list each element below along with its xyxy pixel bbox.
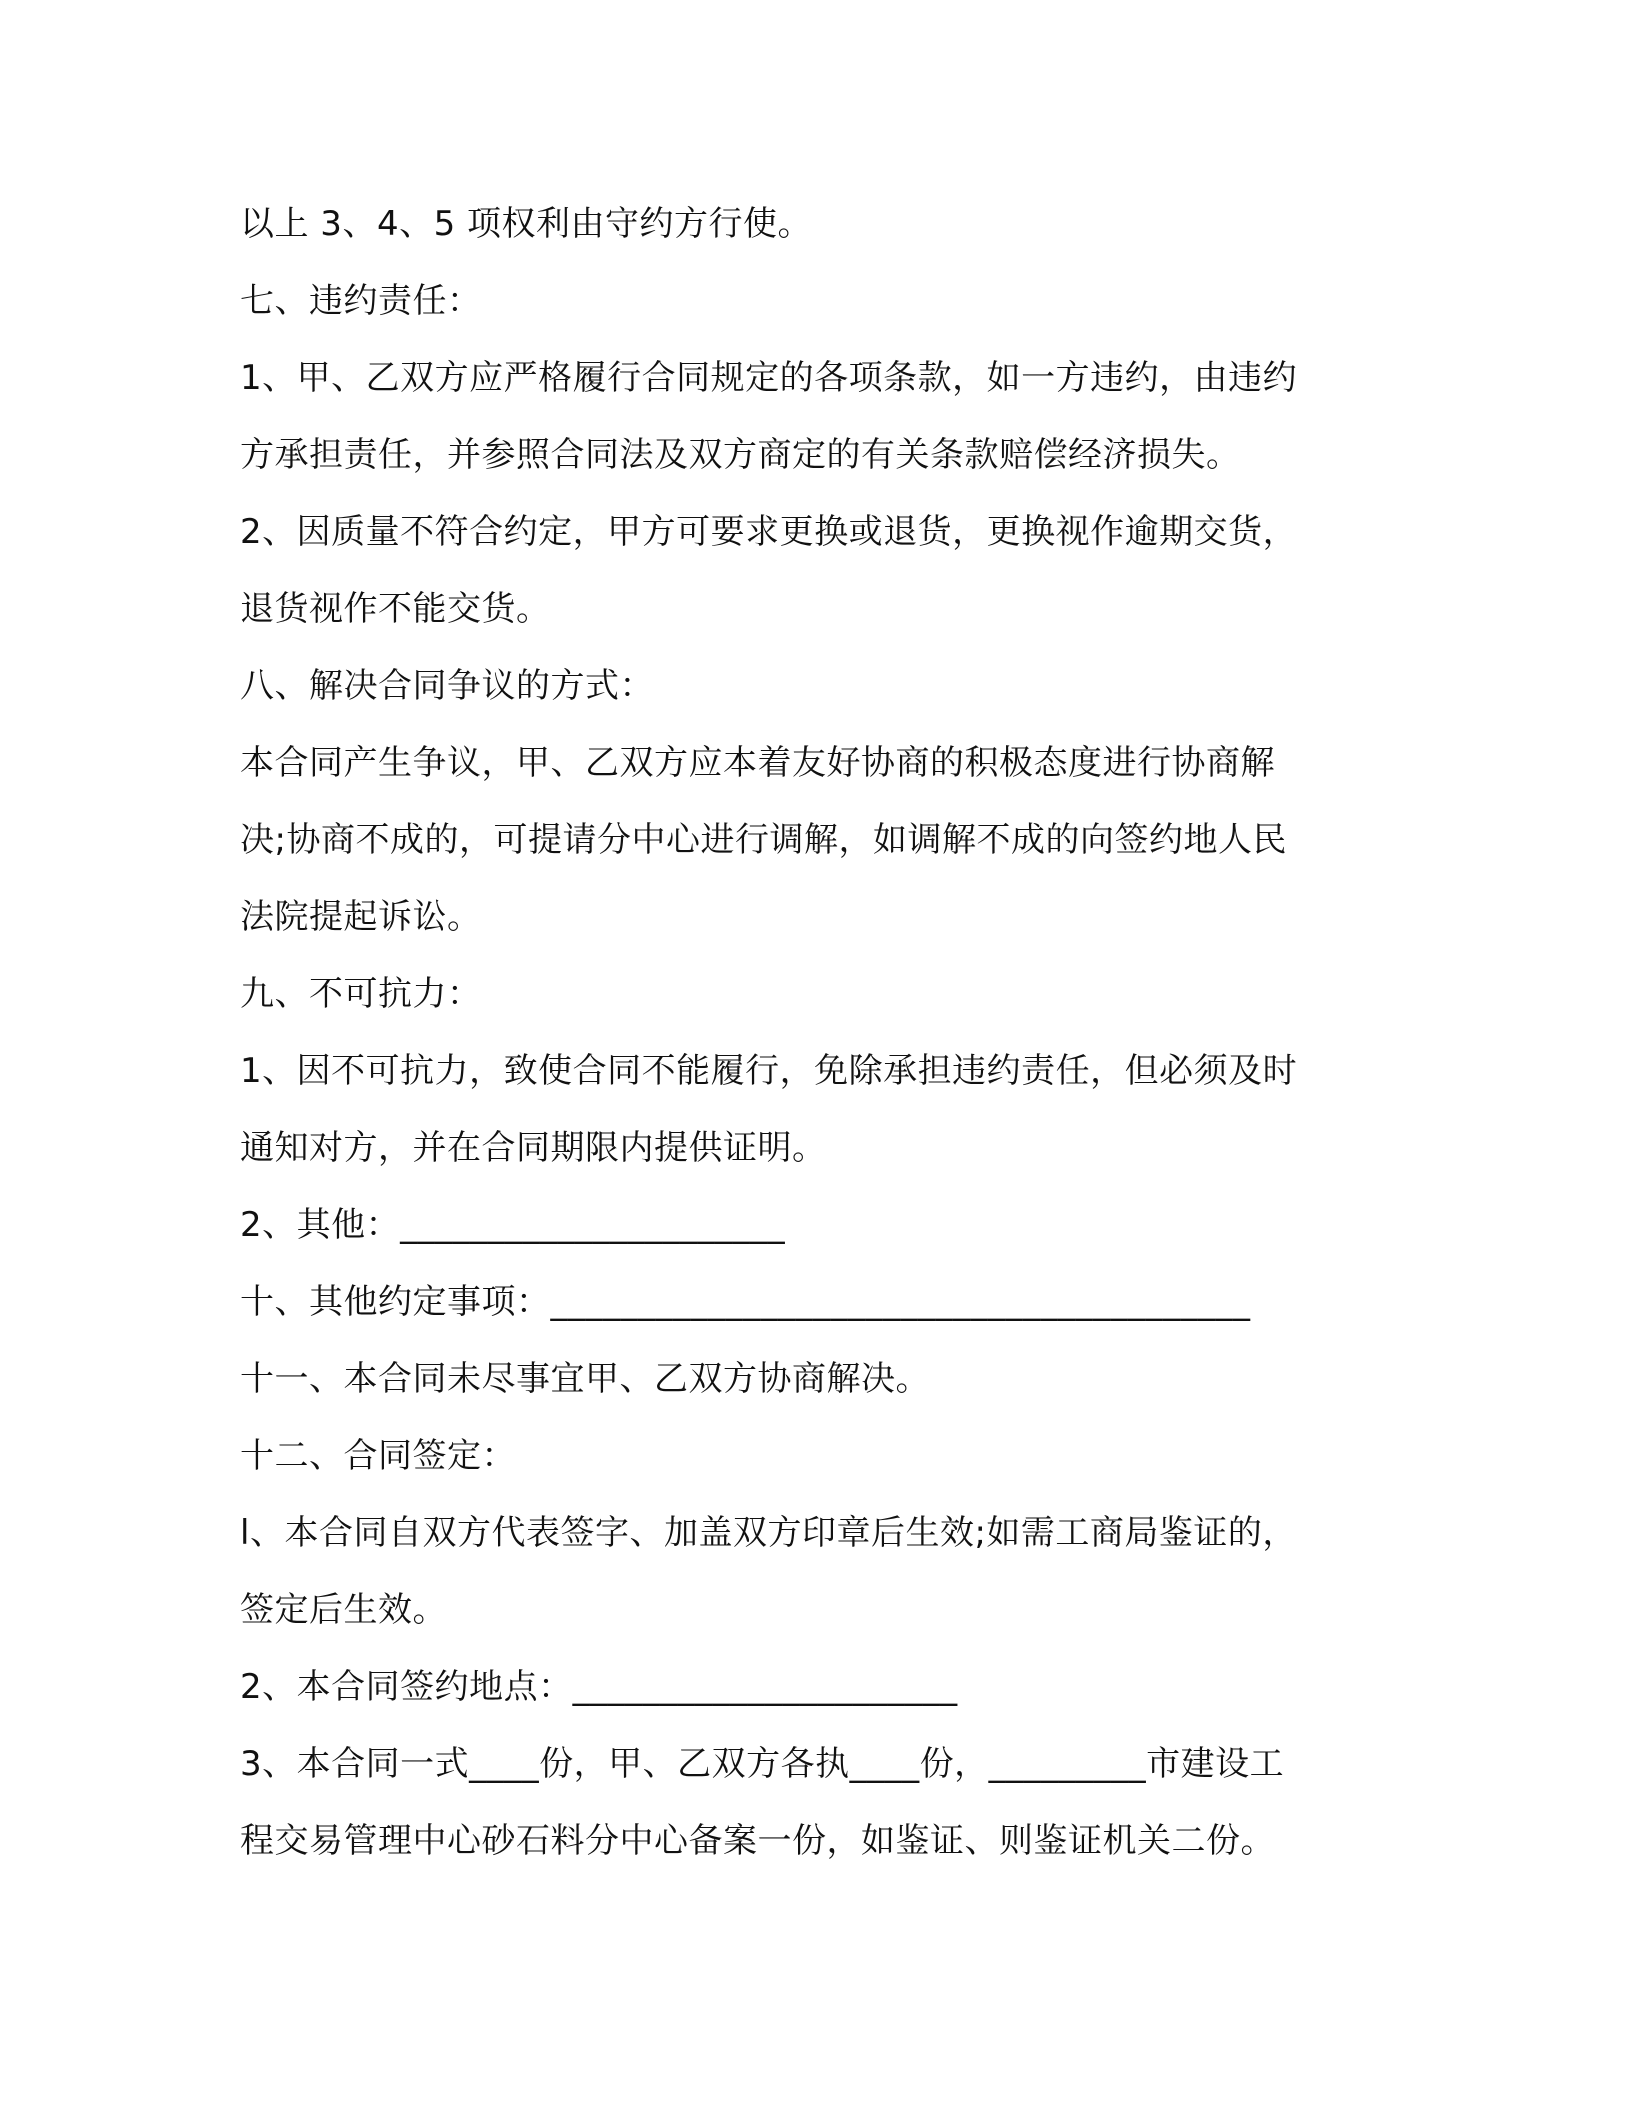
text-line: 退货视作不能交货。	[240, 589, 551, 629]
text-line: 通知对方，并在合同期限内提供证明。	[240, 1128, 827, 1168]
text-line: 2、因质量不符合约定，甲方可要求更换或退货，更换视作逾期交货，	[240, 512, 1298, 552]
text-line: 程交易管理中心砂石料分中心备案一份，如鉴证、则鉴证机关二份。	[240, 1821, 1275, 1861]
text-line: 法院提起诉讼。	[240, 897, 482, 937]
text-line: 决;协商不成的，可提请分中心进行调解，如调解不成的向签约地人民	[240, 820, 1287, 860]
text-line: l、本合同自双方代表签字、加盖双方印章后生效;如需工商局鉴证的，	[240, 1513, 1297, 1553]
section-heading-force-majeure: 九、不可抗力：	[240, 974, 482, 1014]
section-heading-unresolved-matters: 十一、本合同未尽事宜甲、乙双方协商解决。	[240, 1359, 930, 1399]
text-line: 1、甲、乙双方应严格履行合同规定的各项条款，如一方违约，由违约	[240, 358, 1298, 398]
section-heading-dispute-resolution: 八、解决合同争议的方式：	[240, 666, 654, 706]
text-line: 本合同产生争议，甲、乙双方应本着友好协商的积极态度进行协商解	[240, 743, 1275, 783]
section-heading-contract-signing: 十二、合同签定：	[240, 1436, 516, 1476]
text-line: 3、本合同一式____份，甲、乙双方各执____份，_________市建设工	[240, 1744, 1285, 1784]
text-line: 2、本合同签约地点：______________________	[240, 1667, 958, 1707]
text-line: 以上 3、4、5 项权利由守约方行使。	[240, 204, 813, 244]
section-heading-breach-liability: 七、违约责任：	[240, 281, 482, 321]
text-line: 签定后生效。	[240, 1590, 447, 1630]
document-body	[240, 186, 1390, 1880]
text-line: 方承担责任，并参照合同法及双方商定的有关条款赔偿经济损失。	[240, 435, 1241, 475]
text-line: 2、其他：______________________	[240, 1205, 786, 1245]
section-heading-other-matters: 十、其他约定事项：________________________________________	[240, 1282, 1251, 1322]
text-line: 1、因不可抗力，致使合同不能履行，免除承担违约责任，但必须及时	[240, 1051, 1298, 1091]
